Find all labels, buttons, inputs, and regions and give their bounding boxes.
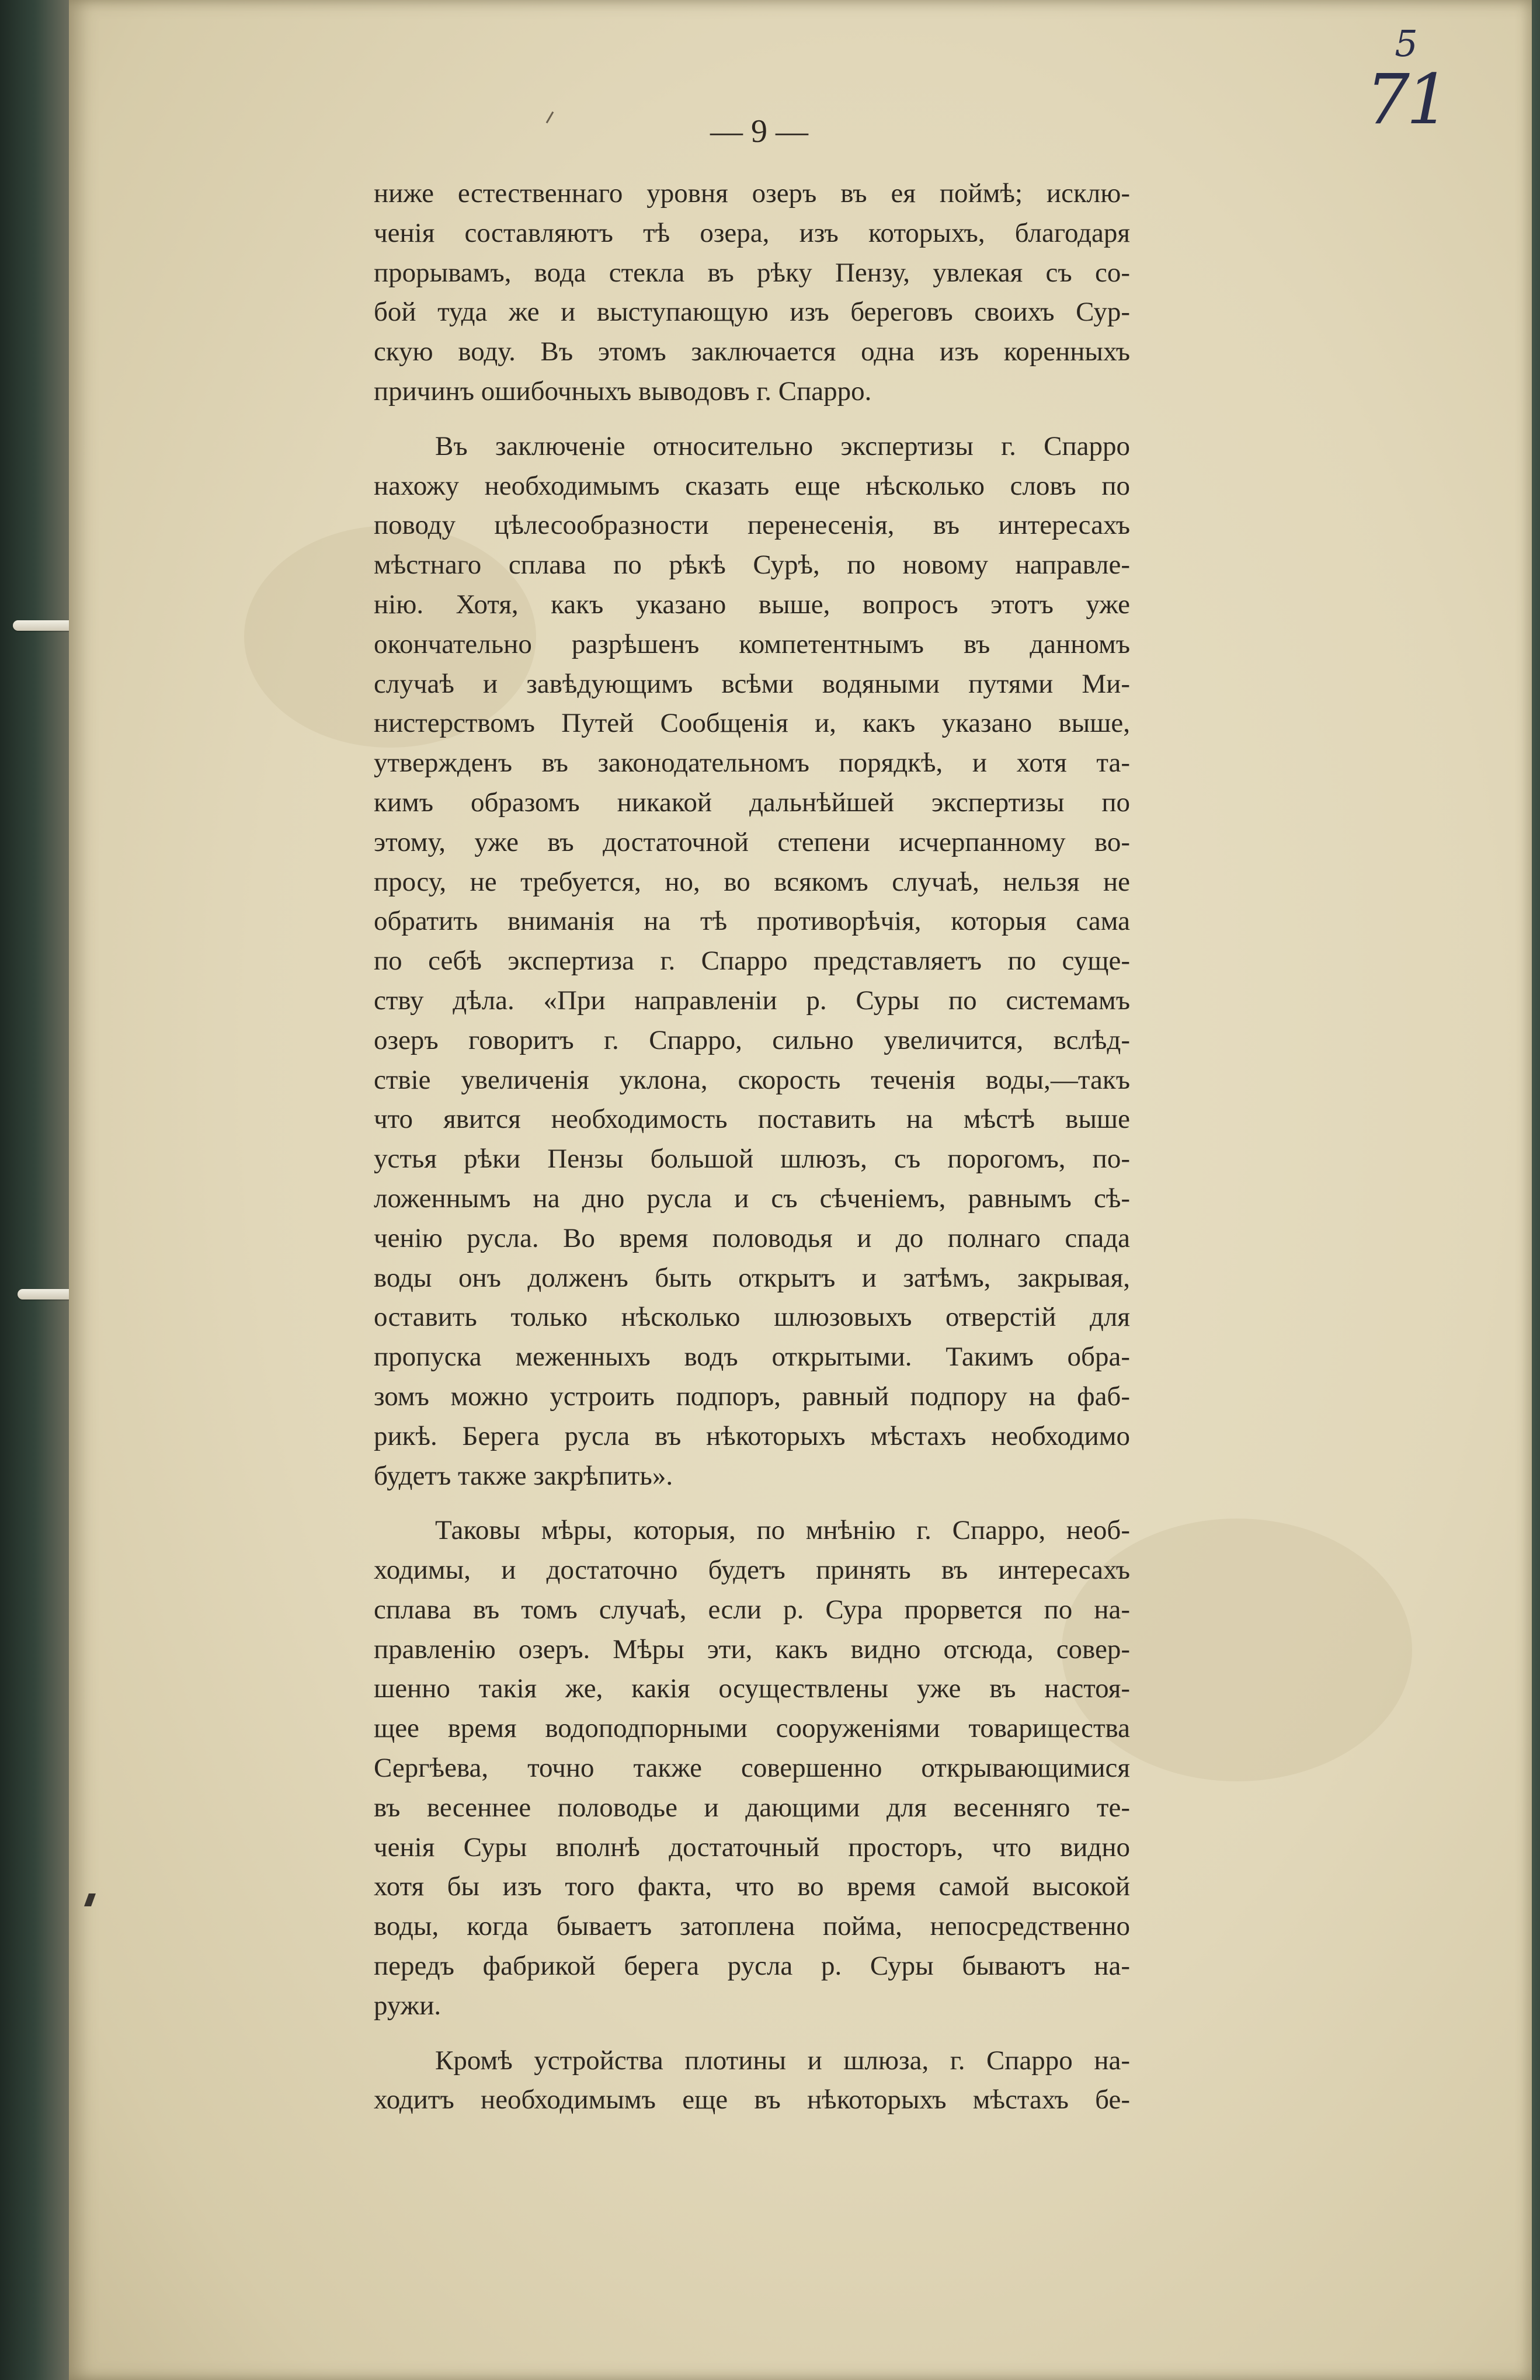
archive-folio-old: 5: [1395, 22, 1418, 65]
text-line: по себѣ экспертиза г. Спарро представляетъ по суще-: [374, 946, 1130, 977]
text-line: воды, когда бываетъ затоплена пойма, непосредственно: [374, 1911, 1130, 1942]
text-line: обратить вниманія на тѣ противорѣчія, которыя сама: [374, 906, 1130, 937]
text-line: ченія составляютъ тѣ озера, изъ которыхъ, благодаря: [374, 217, 1130, 248]
text-line: устья рѣки Пензы большой шлюзъ, съ порогомъ, по-: [374, 1144, 1130, 1175]
paragraph-gap: [374, 1496, 1130, 1511]
text-line: поводу цѣлесообразности перенесенія, въ интересахъ: [374, 510, 1130, 541]
text-line: шенно такія же, какія осуществлены уже въ настоя-: [374, 1673, 1130, 1704]
body-text: [374, 174, 1130, 2120]
paragraph-3: [374, 1511, 1130, 2025]
text-line: сплава въ томъ случаѣ, если р. Сура прорвется по на-: [374, 1594, 1130, 1625]
text-line: причинъ ошибочныхъ выводовъ г. Спарро.: [374, 376, 872, 406]
text-line: этому, уже въ достаточной степени исчерпанному во-: [374, 826, 1130, 857]
text-line: мѣстнаго сплава по рѣкѣ Сурѣ, по новому направле-: [374, 550, 1130, 581]
text-line: въ весеннее половодье и дающими для весенняго те-: [374, 1792, 1130, 1823]
text-line: оставить только нѣсколько шлюзовыхъ отверстій для: [374, 1302, 1130, 1333]
text-line: Кромѣ устройства плотины и шлюза, г. Спарро на-: [435, 2045, 1130, 2076]
text-line: Таковы мѣры, которыя, по мнѣнію г. Спарро, необ-: [435, 1515, 1130, 1546]
text-line: правленію озеръ. Мѣры эти, какъ видно отсюда, совер-: [374, 1634, 1130, 1665]
text-line: ружи.: [374, 1990, 442, 2021]
page-number: — 9 —: [710, 113, 808, 150]
text-line: зомъ можно устроить подпоръ, равный подпору на фаб-: [374, 1381, 1130, 1412]
text-line: Въ заключеніе относительно экспертизы г. Спарро: [435, 430, 1130, 461]
text-line: ниже естественнаго уровня озеръ въ ея поймѣ; исклю-: [374, 178, 1130, 209]
text-line: что явится необходимость поставить на мѣстѣ выше: [374, 1104, 1130, 1135]
text-line: озеръ говоритъ г. Спарро, сильно увеличится, вслѣд-: [374, 1024, 1130, 1055]
text-line: утвержденъ въ законодательномъ порядкѣ, и хотя та-: [374, 748, 1130, 779]
text-line: щее время водоподпорными сооруженіями товарищества: [374, 1713, 1130, 1744]
text-line: Сергѣева, точно также совершенно открывающимися: [374, 1753, 1130, 1784]
text-line: воды онъ долженъ быть открытъ и затѣмъ, закрывая,: [374, 1262, 1130, 1293]
text-line: ложеннымъ на дно русла и съ сѣченіемъ, равнымъ сѣ-: [374, 1183, 1130, 1214]
text-line: ствіе увеличенія уклона, скорость теченія воды,—такъ: [374, 1064, 1130, 1095]
text-line: нахожу необходимымъ сказать еще нѣсколько словъ по: [374, 470, 1130, 501]
text-line: нію. Хотя, какъ указано выше, вопросъ этотъ уже: [374, 589, 1130, 620]
text-line: скую воду. Въ этомъ заключается одна изъ коренныхъ: [374, 336, 1130, 367]
text-line: ченія Суры вполнѣ достаточный просторъ, что видно: [374, 1832, 1130, 1863]
paragraph-2: [374, 427, 1130, 1496]
paragraph-4: [374, 2041, 1130, 2121]
text-line: просу, не требуется, но, во всякомъ случаѣ, нельзя не: [374, 866, 1130, 897]
archive-folio-mark: [1365, 23, 1447, 158]
text-line: рикѣ. Берега русла въ нѣкоторыхъ мѣстахъ необходимо: [374, 1420, 1130, 1451]
text-line: ченію русла. Во время половодья и до полнаго спада: [374, 1222, 1130, 1253]
archive-folio-new: 71: [1365, 59, 1447, 140]
text-line: ству дѣла. «При направленіи р. Суры по системамъ: [374, 985, 1130, 1016]
text-line: ходимы, и достаточно будетъ принять въ интересахъ: [374, 1555, 1130, 1586]
text-line: ходитъ необходимымъ еще въ нѣкоторыхъ мѣстахъ бе-: [374, 2084, 1130, 2115]
text-line: прорывамъ, вода стекла въ рѣку Пензу, увлекая съ со-: [374, 257, 1130, 288]
text-line: нистерствомъ Путей Сообщенія и, какъ указано выше,: [374, 708, 1130, 739]
paragraph-gap: [374, 2026, 1130, 2041]
text-line: хотя бы изъ того факта, что во время самой высокой: [374, 1871, 1130, 1902]
text-line: передъ фабрикой берега русла р. Суры бываютъ на-: [374, 1951, 1130, 1982]
text-line: случаѣ и завѣдующимъ всѣми водяными путями Ми-: [374, 668, 1130, 699]
text-line: окончательно разрѣшенъ компетентнымъ въ данномъ: [374, 628, 1130, 659]
text-line: бой туда же и выступающую изъ береговъ своихъ Сур-: [374, 297, 1130, 328]
text-line: будетъ также закрѣпить».: [374, 1460, 673, 1491]
paragraph-gap: [374, 412, 1130, 427]
paragraph-1: [374, 174, 1130, 412]
text-line: пропуска меженныхъ водъ открытыми. Такимъ обра-: [374, 1342, 1130, 1373]
binding-gutter: [0, 0, 69, 2380]
text-line: кимъ образомъ никакой дальнѣйшей экспертизы по: [374, 787, 1130, 818]
